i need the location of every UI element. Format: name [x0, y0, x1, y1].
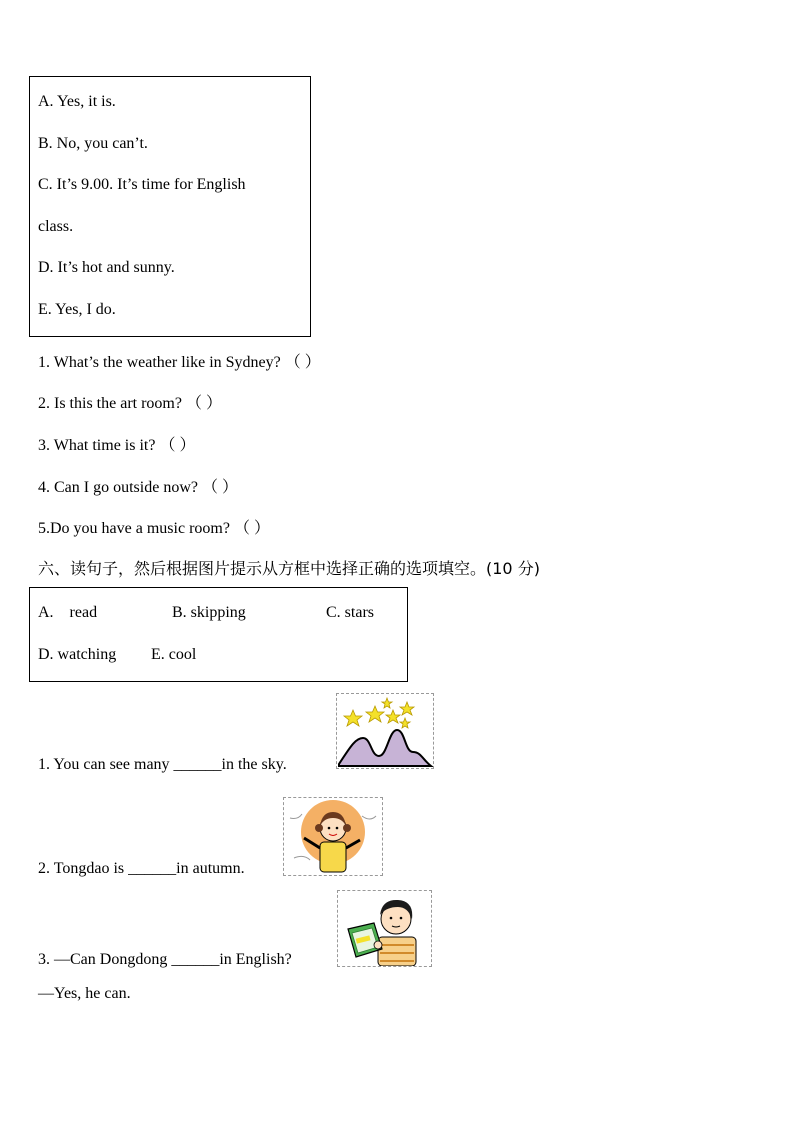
fill-item-1: 1. You can see many ______in the sky.	[38, 756, 287, 773]
question-5: 5.Do you have a music room? （ ）	[38, 520, 270, 537]
word-e: E. cool	[151, 646, 197, 663]
answer-options-box	[29, 76, 311, 337]
word-d: D. watching	[38, 646, 117, 663]
option-c-cont: class.	[38, 218, 74, 235]
stars-mountain-picture	[336, 693, 434, 769]
question-3: 3. What time is it? （ ）	[38, 437, 196, 454]
section-6-title: 六、读句子，然后根据图片提示从方框中选择正确的选项填空。(10 分)	[38, 559, 540, 578]
option-c: C. It’s 9.00. It’s time for English	[38, 176, 246, 193]
question-4: 4. Can I go outside now? （ ）	[38, 479, 238, 496]
fill-item-2: 2. Tongdao is ______in autumn.	[38, 860, 245, 877]
fill-item-3: 3. —Can Dongdong ______in English?	[38, 951, 292, 968]
boy-reading-picture	[337, 890, 432, 967]
girl-autumn-picture	[283, 797, 383, 876]
word-b: B. skipping	[172, 604, 246, 621]
word-a: A. read	[38, 604, 98, 621]
question-2: 2. Is this the art room? （ ）	[38, 395, 222, 412]
option-d: D. It’s hot and sunny.	[38, 259, 175, 276]
option-a: A. Yes, it is.	[38, 93, 116, 110]
option-b: B. No, you can’t.	[38, 135, 148, 152]
option-e: E. Yes, I do.	[38, 301, 116, 318]
word-bank-box	[29, 587, 408, 682]
fill-item-3-answer: —Yes, he can.	[38, 985, 131, 1002]
word-c: C. stars	[326, 604, 374, 621]
question-1: 1. What’s the weather like in Sydney? （ ）	[38, 354, 321, 371]
